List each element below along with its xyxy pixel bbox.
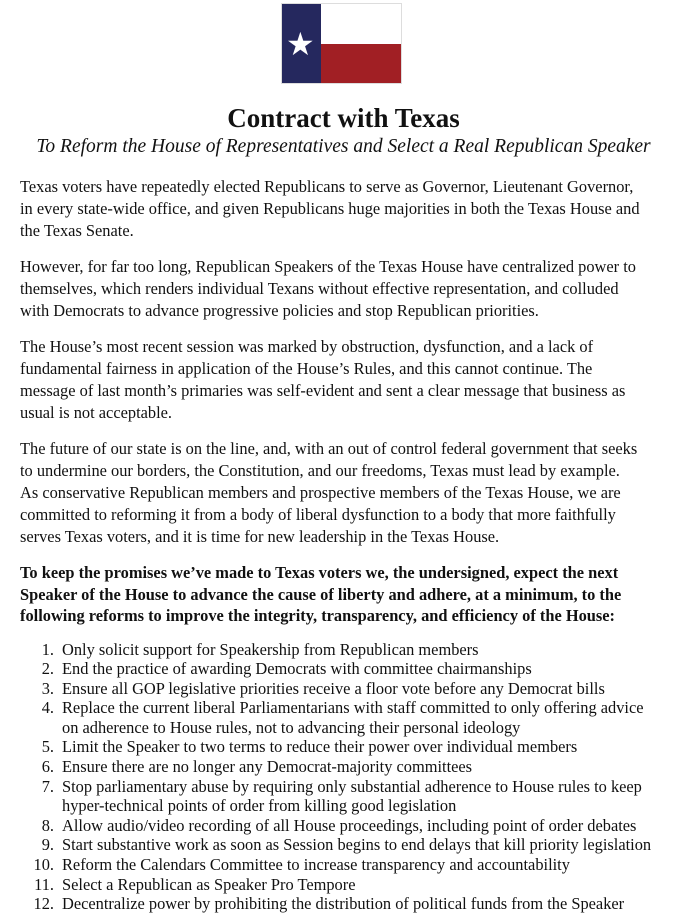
reform-item bbox=[20, 757, 677, 777]
item-text: Only solicit support for Speakership from Republican members bbox=[62, 639, 479, 659]
item-number: 1. bbox=[41, 639, 54, 659]
item-number: 11. bbox=[34, 874, 54, 894]
page-title: Contract with Texas bbox=[227, 103, 460, 133]
item-text: Ensure there are no longer any Democrat-majority committees bbox=[62, 757, 473, 777]
page-subtitle: To Reform the House of Representatives and Select a Real Republican Speaker bbox=[36, 136, 651, 157]
item-text: Ensure all GOP legislative priorities receive a floor vote before any Democrat bills bbox=[62, 678, 605, 698]
text-line: fundamental fairness in application of the House’s Rules, and this cannot continue. The bbox=[20, 359, 593, 378]
item-text: Allow audio/video recording of all House proceedings, including point of order debates bbox=[62, 815, 637, 835]
item-text: Start substantive work as soon as Session begins to end delays that kill priority legislation bbox=[62, 835, 652, 855]
item-number bbox=[20, 796, 62, 816]
text-line: The House’s most recent session was marked by obstruction, dysfunction, and a lack of bbox=[20, 337, 594, 356]
paragraph bbox=[20, 438, 677, 548]
reform-item bbox=[20, 816, 677, 836]
flag-fly bbox=[321, 4, 401, 83]
text-line: committed to reforming it from a body of liberal dysfunction to a body that more faithfully bbox=[20, 505, 616, 524]
item-number: 3. bbox=[41, 678, 54, 698]
reform-item bbox=[20, 875, 677, 895]
text-line: However, for far too long, Republican Speakers of the Texas House have centralized power to bbox=[20, 257, 636, 276]
text-line: As conservative Republican members and prospective members of the Texas House, we are bbox=[20, 483, 621, 502]
reforms-list bbox=[20, 640, 677, 914]
flag-red-stripe bbox=[321, 44, 401, 84]
item-text: Reform the Calendars Committee to increase transparency and accountability bbox=[62, 855, 570, 875]
text-line: Texas voters have repeatedly elected Republicans to serve as Governor, Lieutenant Governor, bbox=[20, 177, 634, 196]
text-line: The future of our state is on the line, and, with an out of control federal government that seeks bbox=[20, 439, 638, 458]
item-text: on adherence to House rules, not to advancing their personal ideology bbox=[62, 717, 521, 737]
item-number: 8. bbox=[41, 815, 54, 835]
item-number: 10. bbox=[33, 855, 54, 875]
paragraph bbox=[20, 336, 677, 424]
reform-item bbox=[20, 640, 677, 660]
item-text: Replace the current liberal Parliamentarians with staff committed to only offering advice bbox=[62, 698, 644, 718]
reform-item bbox=[20, 835, 677, 855]
flag-white-stripe bbox=[321, 4, 401, 44]
item-number: 4. bbox=[41, 698, 54, 718]
reform-item bbox=[20, 796, 677, 816]
text-line: the Texas Senate. bbox=[20, 221, 134, 240]
item-text: hyper-technical points of order from killing good legislation bbox=[62, 796, 457, 816]
paragraph bbox=[20, 176, 677, 242]
item-number: 7. bbox=[41, 776, 54, 796]
text-line: in every state-wide office, and given Republicans huge majorities in both the Texas House and bbox=[20, 199, 640, 218]
item-number: 9. bbox=[41, 835, 54, 855]
item-text: Decentralize power by prohibiting the distribution of political funds from the Speaker bbox=[62, 894, 625, 914]
item-number: 2. bbox=[41, 659, 54, 679]
text-line: to undermine our borders, the Constitution, and our freedoms, Texas must lead by example. bbox=[20, 461, 620, 480]
item-number bbox=[20, 718, 62, 738]
reform-item bbox=[20, 894, 677, 914]
text-line: usual is not acceptable. bbox=[20, 403, 173, 422]
item-text: End the practice of awarding Democrats with committee chairmanships bbox=[62, 659, 532, 679]
text-line: following reforms to improve the integrity, transparency, and efficiency of the House: bbox=[20, 606, 615, 625]
item-text: Limit the Speaker to two terms to reduce their power over individual members bbox=[62, 737, 578, 757]
reform-item bbox=[20, 737, 677, 757]
texas-flag-icon bbox=[281, 3, 402, 84]
item-number: 6. bbox=[41, 757, 54, 777]
reform-item bbox=[20, 698, 677, 718]
item-number: 5. bbox=[41, 737, 54, 757]
paragraph bbox=[20, 256, 677, 322]
text-line: with Democrats to advance progressive policies and stop Republican priorities. bbox=[20, 301, 539, 320]
reform-item bbox=[20, 718, 677, 738]
reform-item bbox=[20, 679, 677, 699]
text-line: serves Texas voters, and it is time for new leadership in the Texas House. bbox=[20, 527, 500, 546]
item-number: 12. bbox=[33, 894, 54, 914]
reform-item bbox=[20, 659, 677, 679]
reform-item bbox=[20, 855, 677, 875]
item-text: Select a Republican as Speaker Pro Tempore bbox=[62, 874, 356, 894]
item-text: Stop parliamentary abuse by requiring only substantial adherence to House rules to keep bbox=[62, 776, 642, 796]
text-line: themselves, which renders individual Texans without effective representation, and colluded bbox=[20, 279, 619, 298]
text-line: Speaker of the House to advance the cause of liberty and adhere, at a minimum, to the bbox=[20, 584, 622, 604]
text-line: message of last month’s primaries was self-evident and sent a clear message that business as bbox=[20, 381, 626, 400]
pledge-statement bbox=[20, 562, 677, 627]
star-icon: ★ bbox=[286, 26, 315, 62]
text-line: To keep the promises we’ve made to Texas voters we, the undersigned, expect the next bbox=[20, 563, 619, 582]
reform-item bbox=[20, 777, 677, 797]
document-body bbox=[20, 176, 677, 914]
flag-hoist bbox=[282, 4, 321, 83]
